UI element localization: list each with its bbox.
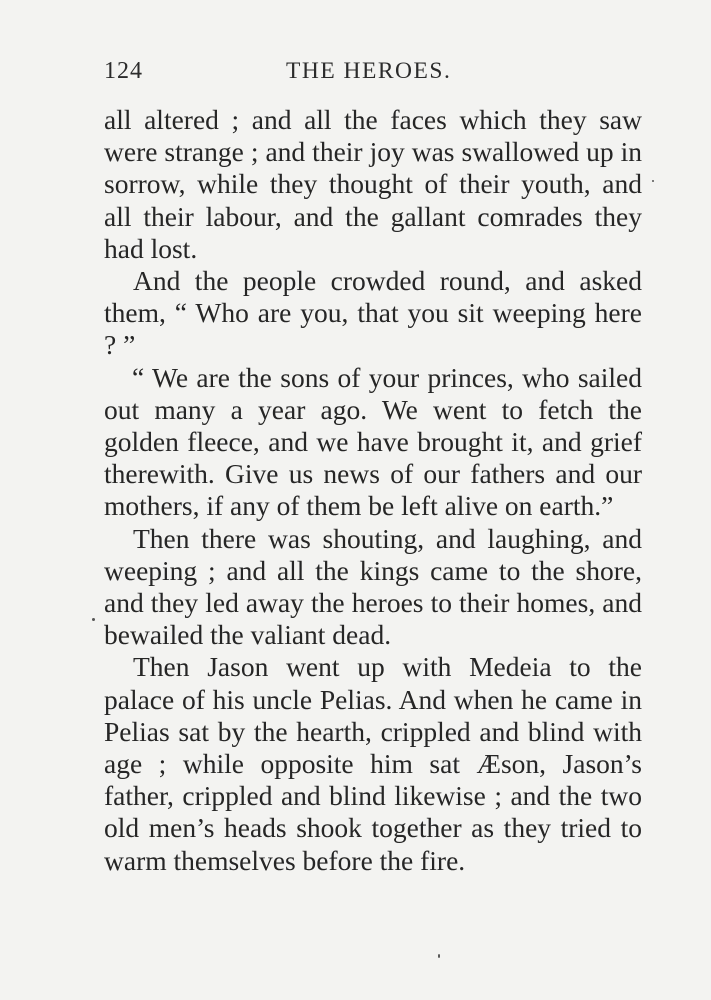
paragraph-4: Then there was shouting, and laughing, and weeping ; and all the kings came to the shore, and they led away the heroes to their homes, and bewailed the valiant dead.: [104, 522, 642, 651]
margin-speck: [652, 180, 654, 182]
page-number: 124: [104, 58, 143, 84]
paragraph-5: Then Jason went up with Medeia to the palace of his uncle Pelias. And when he came in Pelias sat by the hearth, crippled and blind with age ; while opposite him sat Æson, Jason’s father, crippled and blind likewise ; and the two old men’s heads shook together as they tried to warm themselves before the fire.: [104, 651, 642, 876]
paragraph-1: all altered ; and all the faces which they saw were strange ; and their joy was swallowed up in sorrow, while they thought of their youth, and all their labour, and the gallant comrades they had lost.: [104, 104, 642, 264]
paragraph-2: And the people crowded round, and asked them, “ Who are you, that you sit weeping here ? ”: [104, 265, 642, 361]
running-head: THE HEROES.: [286, 58, 452, 84]
paragraph-3: “ We are the sons of your princes, who sailed out many a year ago. We went to fetch the golden fleece, and we have brought it, and grief therewith. Give us news of our fathers and our mothers, if any of them be left alive on earth.”: [104, 361, 642, 522]
body-text: [104, 104, 642, 877]
margin-speck: [92, 618, 95, 621]
page-header: [104, 58, 644, 92]
margin-speck: [438, 954, 440, 958]
